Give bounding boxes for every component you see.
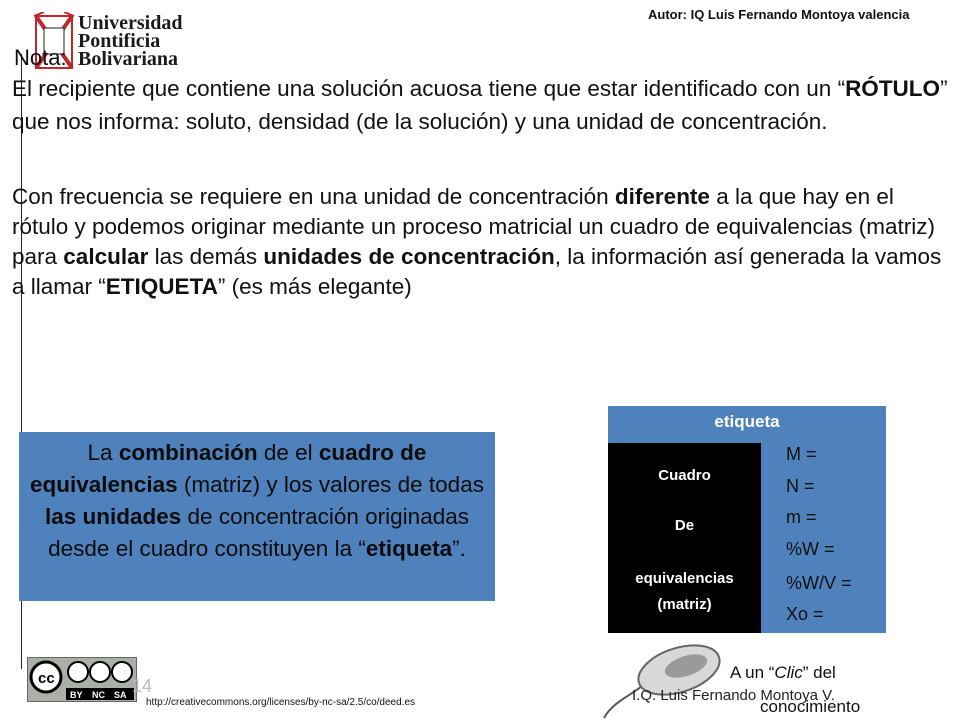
cc-label: cc [38,670,55,687]
unit-molality: m = [786,507,817,527]
logo-line-3: Bolivariana [78,48,179,70]
slogan-line-1: A un “Clic” del [730,663,836,682]
second-paragraph: Con frecuencia se requiere en una unidad de concentración diferente a la que hay en el rótulo y podemos originar mediante un proceso matricial un cuadro de equivalencias (matriz) para calcular las demás unidades de concentración, la información así generada la vamos a llamar “ETIQUETA” (es más elegante) [12,184,942,299]
logo-line-1: Universidad [78,12,183,34]
cc-by-label: BY [70,690,83,700]
matrix-line: (matriz) [657,596,712,613]
matrix-line: Cuadro [658,467,711,484]
logo-line-2: Pontificia [78,30,161,52]
unit-weight-percent: %W = [786,539,835,559]
footer-author: I.Q. Luis Fernando Montoya V. [632,687,835,704]
cc-icon [28,658,136,701]
etiqueta-term: ETIQUETA [105,274,218,299]
license-link[interactable]: http://creativecommons.org/licenses/by-nc-sa/2.5/co/deed.es [146,697,416,708]
slogan-line-2: conocimiento [760,697,861,716]
intro-paragraph: El recipiente que contiene una solución acuosa tiene que estar identificado con un “RÓTULO” que nos informa: soluto, densidad (de la solución) y una unidad de concentración. [12,76,948,134]
author-header: Autor: IQ Luis Fernando Montoya valencia [648,7,910,22]
cc-license-badge[interactable] [27,657,137,702]
nota-label: Nota: [14,45,67,70]
page-number: 14 [132,676,153,696]
cc-sa-label: SA [114,690,127,700]
matrix-line: De [674,517,695,534]
computer-mouse-icon [594,640,724,720]
unit-molarity: M = [786,444,817,464]
unit-mole-fraction: Xo = [786,604,824,624]
unit-normality: N = [786,476,815,496]
cc-nc-label: NC [92,690,105,700]
unit-weight-volume-percent: %W/V = [786,573,852,593]
rotulo-term: RÓTULO [845,76,941,101]
logo-text [78,14,182,68]
matrix-line: equivalencias [635,570,734,587]
etiqueta-title: etiqueta [714,412,780,431]
combination-box: La combinación de el cuadro de equivalencias (matriz) y los valores de todas las unidades de concentración originadas desde el cuadro constituyen la “etiqueta”. [19,432,495,601]
